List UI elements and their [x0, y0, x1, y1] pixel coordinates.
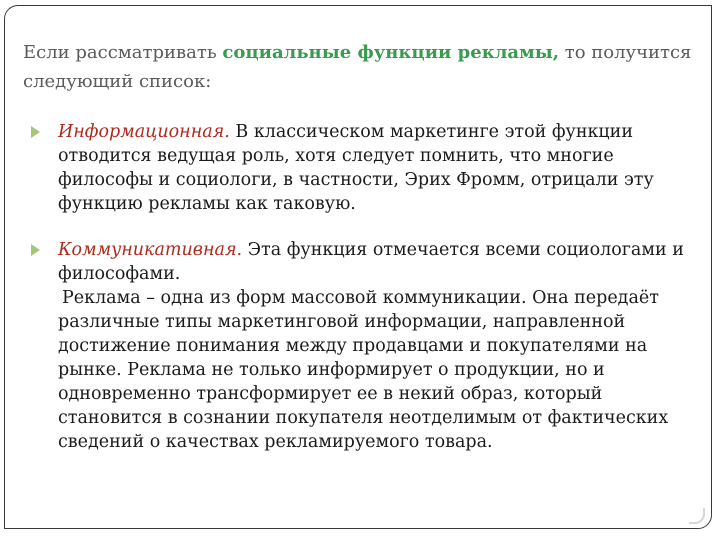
title-area	[23, 14, 703, 100]
title-accent: социальные функции рекламы,	[222, 42, 560, 63]
slide-title	[23, 14, 703, 96]
item-text: Эта функция отмечается всеми социологами и философами.	[58, 240, 684, 284]
item-text: В классическом маркетинге этой функции отводится ведущая роль, хотя следует помнить, что многие философы и социологи, в частности, Эрих Фромм, отрицали эту функцию рекламы как таковую.	[58, 122, 654, 214]
slide-frame	[4, 5, 712, 529]
content-list	[27, 120, 697, 454]
list-item-communicative	[27, 238, 697, 454]
corner-decoration	[689, 508, 705, 524]
title-text-after: то получится следующий список:	[23, 42, 692, 92]
list-item-informational	[27, 120, 697, 216]
triangle-bullet-icon	[31, 126, 40, 138]
item-term: Коммуникативная.	[58, 240, 243, 260]
item-term: Информационная.	[58, 122, 230, 142]
title-text-before: Если рассматривать	[23, 42, 223, 63]
triangle-bullet-icon	[31, 244, 40, 256]
item-paragraph: Реклама – одна из форм массовой коммуникации. Она передаёт различные типы маркетинговой информации, направленной достижение понимания между продавцами и покупателями на рынке. Реклама не только информирует о продукции, но и одновременно трансформирует ее в некий образ, который становится в сознании покупателя неотделимым от фактических сведений о качествах рекламируемого товара.	[58, 288, 669, 452]
